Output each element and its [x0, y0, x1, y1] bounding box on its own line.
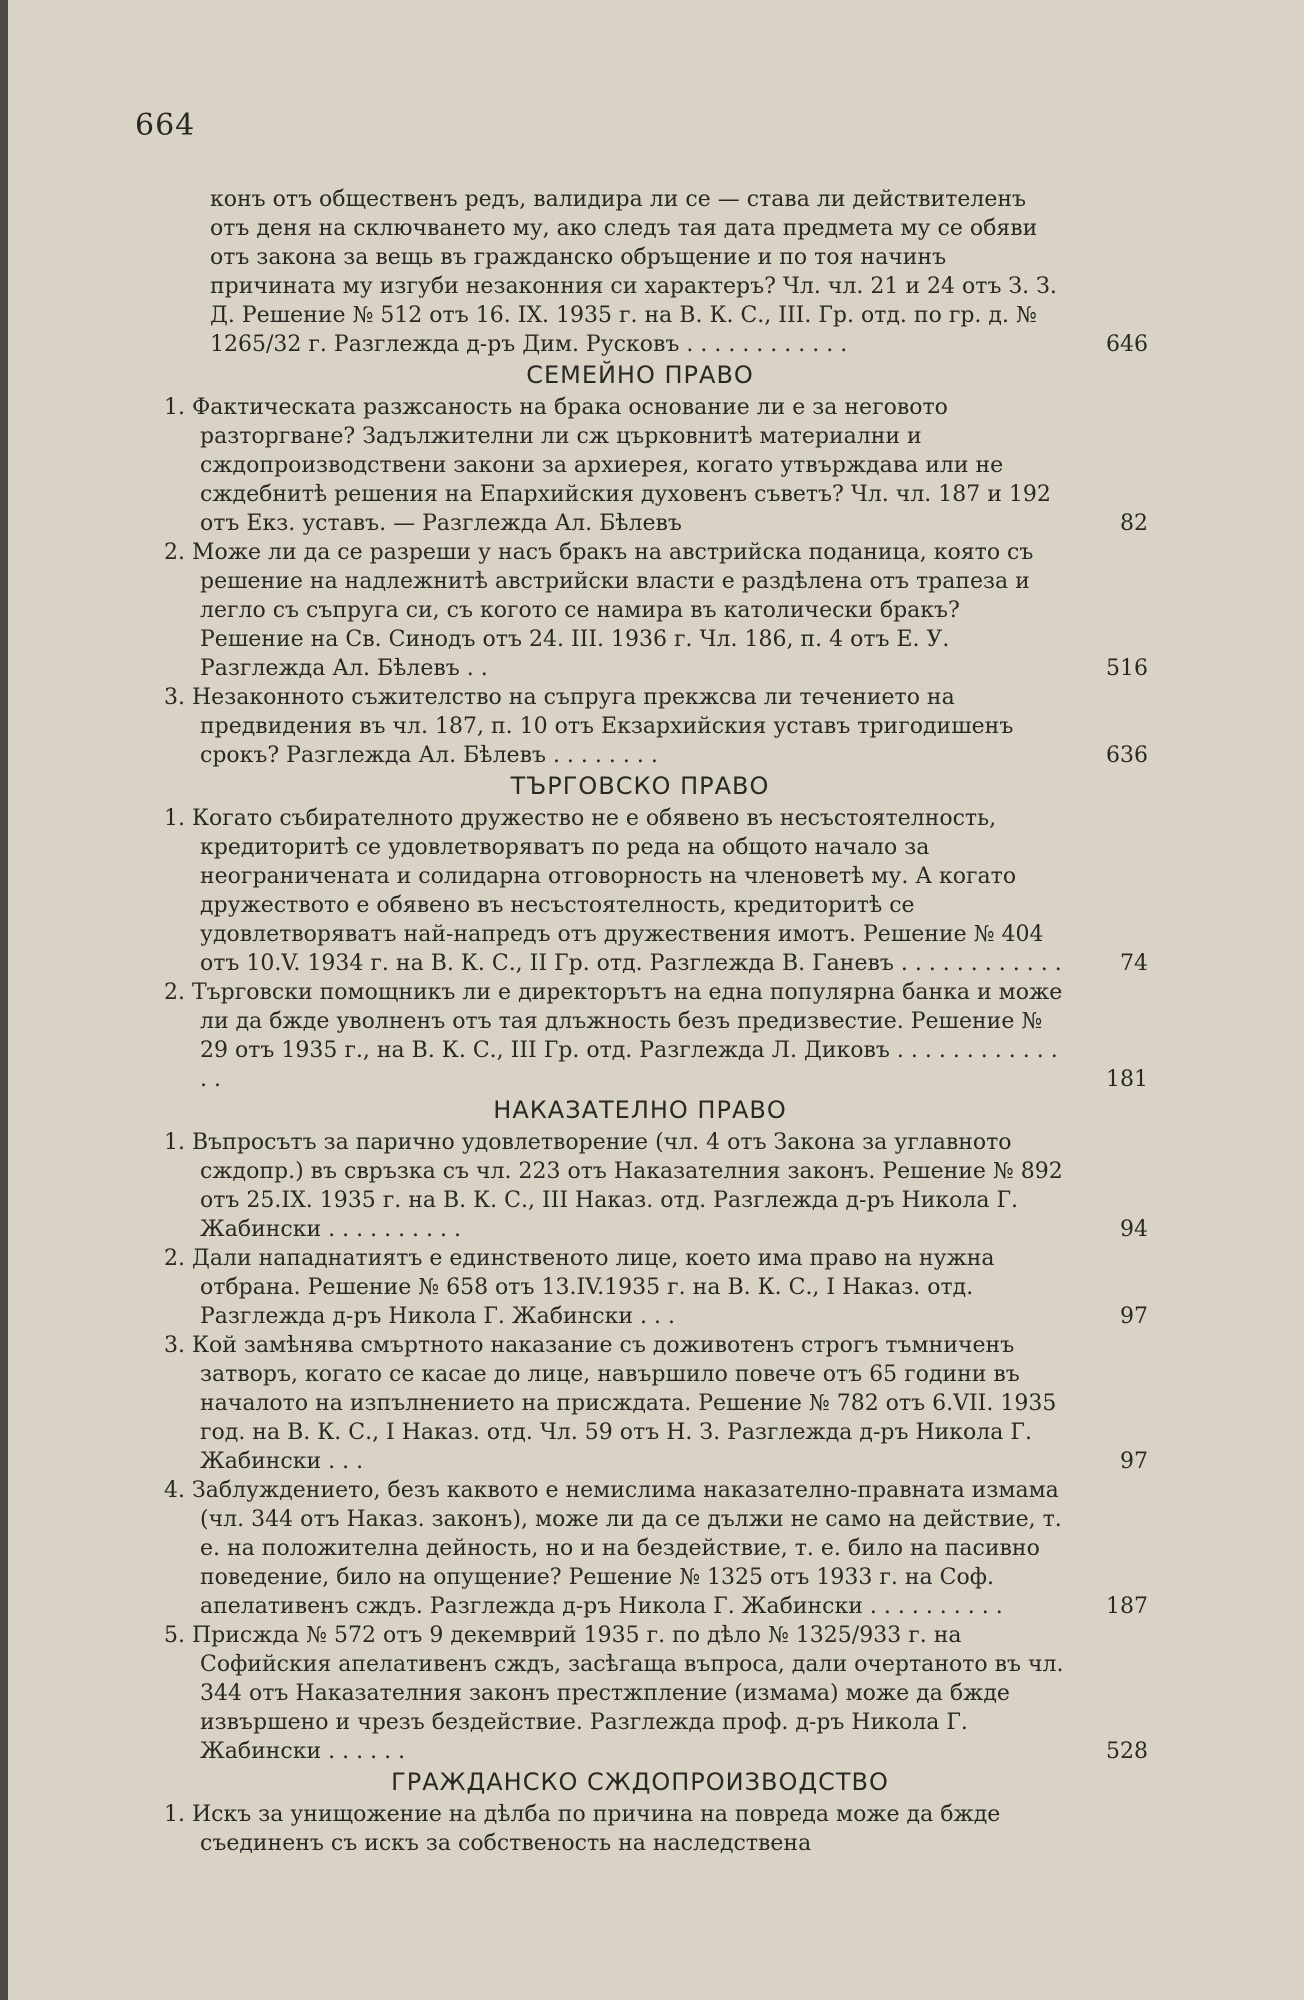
list-item — [140, 1800, 1140, 1858]
entry-text — [140, 538, 1070, 683]
entry-page-ref: 187 — [1106, 1594, 1148, 1619]
entry-number: 1. — [164, 806, 185, 831]
entry-page-ref: 97 — [1120, 1304, 1148, 1329]
entry-page-ref: 181 — [1106, 1067, 1148, 1092]
list-item — [140, 683, 1148, 770]
entry-body: Кой замѣнява смъртното наказание съ доживотенъ строгъ тъмниченъ затворъ, когато се касае до лице, навършило повече отъ 65 години въ началото на изпълнението на присждата. Решение № 782 отъ 6.VII. 1935 год. на В. К. С., I Наказ. отд. Чл. 59 отъ Н. З. Разглежда д-ръ Никола Г. Жабински . . . — [192, 1333, 1057, 1474]
entry-body: Заблуждението, безъ каквото е немислима наказателно-правната измама (чл. 344 отъ Наказ. законъ), може ли да се дължи не само на действие, т. е. на положителна дейность, но и на бездействие, т. е. било на пасивно поведение, било на опущение? Решение № 1325 отъ 1933 г. на Соф. апелативенъ сждъ. Разглежда д-ръ Никола Г. Жабински . . . . . . . . . . — [192, 1478, 1062, 1619]
entry-body: Присжда № 572 отъ 9 декемврий 1935 г. по дѣло № 1325/933 г. на Софийския апелативенъ сждъ, засѣгаща въпроса, дали очертаното въ чл. 344 отъ Наказателния законъ престжпление (измама) може да бжде извършено и чрезъ бездействие. Разглежда проф. д-ръ Никола Г. Жабински . . . . . . — [192, 1623, 1064, 1764]
list-item — [140, 978, 1148, 1094]
entry-page-ref: 646 — [1106, 332, 1148, 357]
entry-page-ref: 636 — [1106, 743, 1148, 768]
entry-text — [140, 978, 1070, 1094]
entry-number: 5. — [164, 1623, 185, 1648]
entry-page-ref: 82 — [1120, 511, 1148, 536]
list-item — [140, 1244, 1148, 1331]
entry-number: 2. — [164, 1246, 185, 1271]
entry-text — [140, 683, 1070, 770]
entry-body: Когато събирателното дружество не е обявено въ несъстоятелность, кредиторитѣ се удовлетворяватъ по реда на общото начало за неограничената и солидарна отговорность на членоветѣ му. А когато дружеството е обявено въ несъстоятелность, кредиторитѣ се удовлетворяватъ най-напредъ отъ дружествения имотъ. Решение № 404 отъ 10.V. 1934 г. на В. К. С., II Гр. отд. Разглежда В. Ганевъ . . . . . . . . . . . . — [192, 806, 1062, 976]
entry-body: Искъ за унищожение на дѣлба по причина на повреда може да бжде съединенъ съ искъ за собственость на наследствена — [192, 1802, 1001, 1856]
section-heading: СЕМЕЙНО ПРАВО — [526, 361, 754, 389]
entry-number: 2. — [164, 980, 185, 1005]
entry-text: конъ отъ общественъ редъ, валидира ли се — става ли действителенъ отъ деня на сключването му, ако следъ тая дата предмета му се обяви отъ закона за вещь въ гражданско обръщение и по тоя начинъ причината му изгуби незаконния си характеръ? Чл. чл. 21 и 24 отъ З. З. Д. Решение № 512 отъ 16. IX. 1935 г. на В. К. С., III. Гр. отд. по гр. д. № 1265/32 г. Разглежда д-ръ Дим. Русковъ . . . . . . . . . . . . — [210, 187, 1057, 357]
entry-number: 3. — [164, 1333, 185, 1358]
list-item — [140, 1331, 1148, 1476]
entry-text — [140, 1476, 1070, 1621]
section-heading: ТЪРГОВСКО ПРАВО — [510, 772, 770, 800]
entry-page-ref: 528 — [1106, 1739, 1148, 1764]
entry-text — [140, 1331, 1070, 1476]
list-item — [140, 538, 1148, 683]
entry-page-ref: 516 — [1106, 656, 1148, 681]
list-item — [140, 1476, 1148, 1621]
entry-text — [140, 1244, 1070, 1331]
page-number: 664 — [135, 108, 196, 143]
list-item — [140, 804, 1148, 978]
entry-text — [140, 1128, 1070, 1244]
entry-body: Дали нападнатиятъ е единственото лице, което има право на нужна отбрана. Решение № 658 отъ 13.IV.1935 г. на В. К. С., I Наказ. отд. Разглежда д-ръ Никола Г. Жабински . . . — [192, 1246, 995, 1329]
entry-number: 2. — [164, 540, 185, 565]
page-edge-shadow — [0, 0, 8, 2000]
entry-number: 1. — [164, 1802, 185, 1827]
section-heading: ГРАЖДАНСКО СЖДОПРОИЗВОДСТВО — [391, 1768, 889, 1796]
entry-number: 4. — [164, 1478, 185, 1503]
table-of-contents — [140, 185, 1148, 1858]
entry-number: 1. — [164, 395, 185, 420]
entry-text — [140, 1621, 1070, 1766]
section-heading: НАКАЗАТЕЛНО ПРАВО — [493, 1096, 787, 1124]
entry-text — [140, 393, 1070, 538]
entry-number: 3. — [164, 685, 185, 710]
list-item — [140, 393, 1148, 538]
entry-body: Фактическата разжсаность на брака основание ли е за неговото разторгване? Задължителни ли сж църковнитѣ материални и сждопроизводствени закони за архиерея, когато утвърждава или не сждебнитѣ решения на Епархийския духовенъ съветъ? Чл. чл. 187 и 192 отъ Екз. уставъ. — Разглежда Ал. Бѣлевъ — [192, 395, 1051, 536]
list-item — [140, 1128, 1148, 1244]
entry-page-ref: 94 — [1120, 1217, 1148, 1242]
entry-page-ref: 74 — [1120, 951, 1148, 976]
entry-text — [140, 1800, 1070, 1858]
entry-body: Търговски помощникъ ли е директорътъ на една популярна банка и може ли да бжде уволненъ отъ тая длъжность безъ предизвестие. Решение № 29 отъ 1935 г., на В. К. С., III Гр. отд. Разглежда Л. Диковъ . . . . . . . . . . . . . . — [192, 980, 1063, 1092]
entry-body: Незаконното съжителство на съпруга прекжсва ли течението на предвидения въ чл. 187, п. 10 отъ Екзархийския уставъ тригодишенъ срокъ? Разглежда Ал. Бѣлевъ . . . . . . . . — [192, 685, 1014, 768]
list-item — [140, 185, 1148, 359]
entry-body: Може ли да се разреши у насъ бракъ на австрийска поданица, която съ решение на надлежнитѣ австрийски власти е раздѣлена отъ трапеза и легло съ съпруга си, съ когото се намира въ католически бракъ? Решение на Св. Синодъ отъ 24. III. 1936 г. Чл. 186, п. 4 отъ Е. У. Разглежда Ал. Бѣлевъ . . — [192, 540, 1034, 681]
entry-number: 1. — [164, 1130, 185, 1155]
entry-page-ref: 97 — [1120, 1449, 1148, 1474]
list-item — [140, 1621, 1148, 1766]
entry-body: Въпросътъ за парично удовлетворение (чл. 4 отъ Закона за углавното сждопр.) въ свръзка съ чл. 223 отъ Наказателния законъ. Решение № 892 отъ 25.IX. 1935 г. на В. К. С., III Наказ. отд. Разглежда д-ръ Никола Г. Жабински . . . . . . . . . . — [192, 1130, 1063, 1242]
entry-text — [140, 804, 1070, 978]
